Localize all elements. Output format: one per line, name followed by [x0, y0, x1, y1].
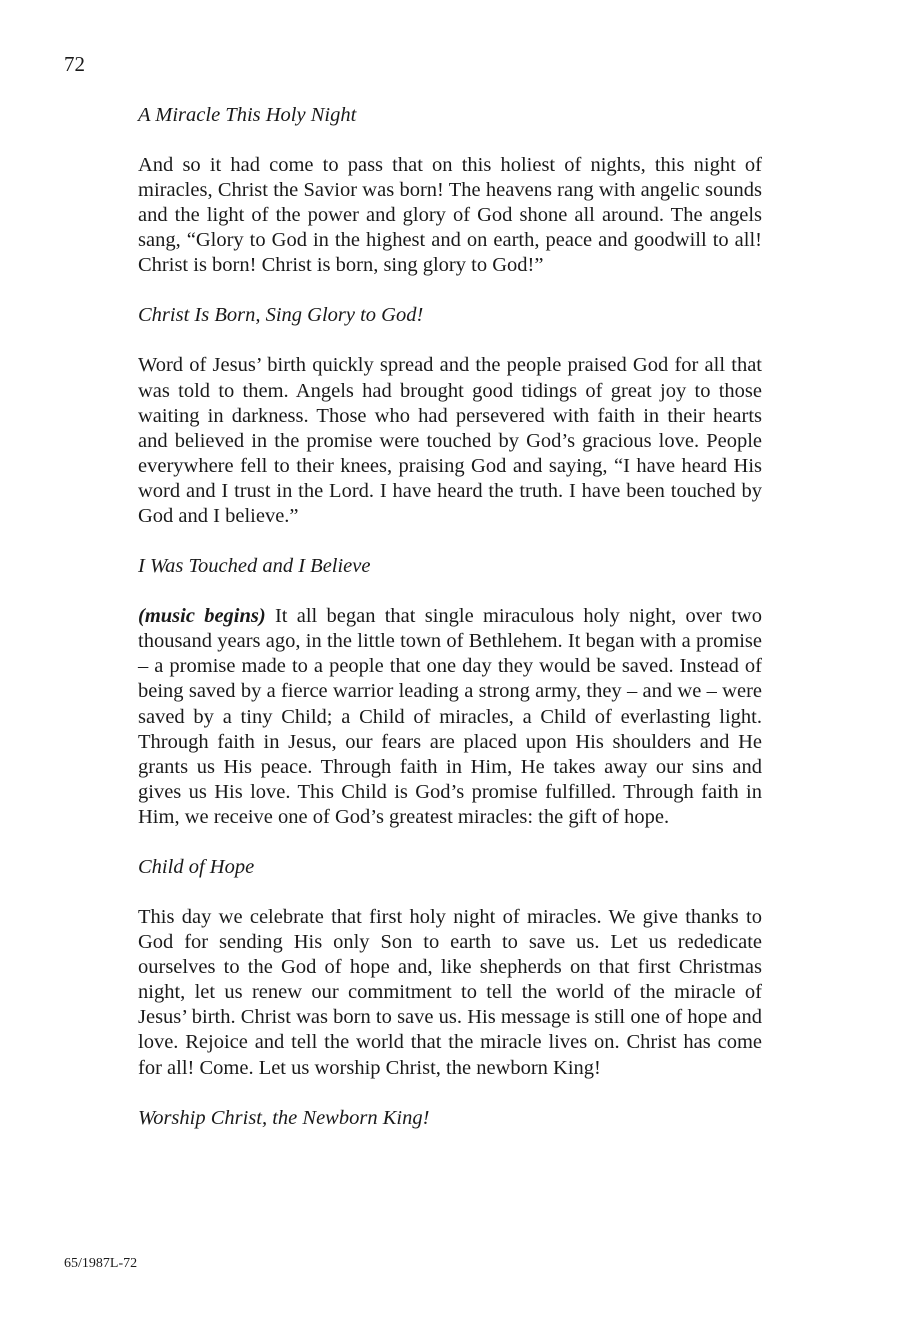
- section-paragraph-text: It all began that single miraculous holy night, over two thousand years ago, in the little town of Bethlehem. It began with a promise – a promise made to a people that one day they would be saved. Instead of being saved by a fierce warrior leading a strong army, they – and we – were saved by a tiny Child; a Child of miracles, a Child of everlasting light. Through faith in Jesus, our fears are placed upon His shoulders and He grants us His peace. Through faith in Him, He takes away our sins and gives us His love. This Child is God’s promise fulfilled. Through faith in Him, we receive one of God’s greatest miracles: the gift of hope.: [138, 605, 762, 828]
- music-cue: (music begins): [138, 605, 266, 628]
- section-paragraph-christ-is-born: Word of Jesus’ birth quickly spread and the people praised God for all that was told to them. Angels had brought good tidings of great joy to those waiting in darkness. Those who had persevered with faith in their hearts and believed in the promise were touched by God’s gracious love. People everywhere fell to their knees, praising God and saying, “I have heard His word and I trust in the Lord. I have heard the truth. I have been touched by God and I believe.”: [138, 354, 762, 528]
- section-heading-christ-is-born: Christ Is Born, Sing Glory to God!: [138, 304, 424, 327]
- page-content: [138, 103, 762, 1156]
- section-paragraph-child-of-hope: This day we celebrate that first holy night of miracles. We give thanks to God for sending His only Son to earth to save us. Let us rededicate ourselves to the God of hope and, like shepherds on that first Christmas night, let us renew our commitment to tell the world of the miracle of Jesus’ birth. Christ was born to save us. His message is still one of hope and love. Rejoice and tell the world that the miracle lives on. Christ has come for all! Come. Let us worship Christ, the newborn King!: [138, 905, 762, 1079]
- section-heading-i-was-touched: I Was Touched and I Believe: [138, 555, 371, 578]
- footer-code: 65/1987L-72: [64, 1256, 138, 1271]
- section-paragraph-miracle-this-holy-night: And so it had come to pass that on this holiest of nights, this night of miracles, Christ the Savior was born! The heavens rang with angelic sounds and the light of the power and glory of God shone all around. The angels sang, “Glory to God in the highest and on earth, peace and goodwill to all! Christ is born! Christ is born, sing glory to God!”: [138, 154, 762, 277]
- page-number: 72: [64, 52, 85, 76]
- section-heading-miracle-this-holy-night: A Miracle This Holy Night: [138, 104, 357, 126]
- section-heading-child-of-hope: Child of Hope: [138, 855, 255, 878]
- section-paragraph-i-was-touched: [138, 604, 762, 830]
- closing-heading: Worship Christ, the Newborn King!: [138, 1106, 430, 1129]
